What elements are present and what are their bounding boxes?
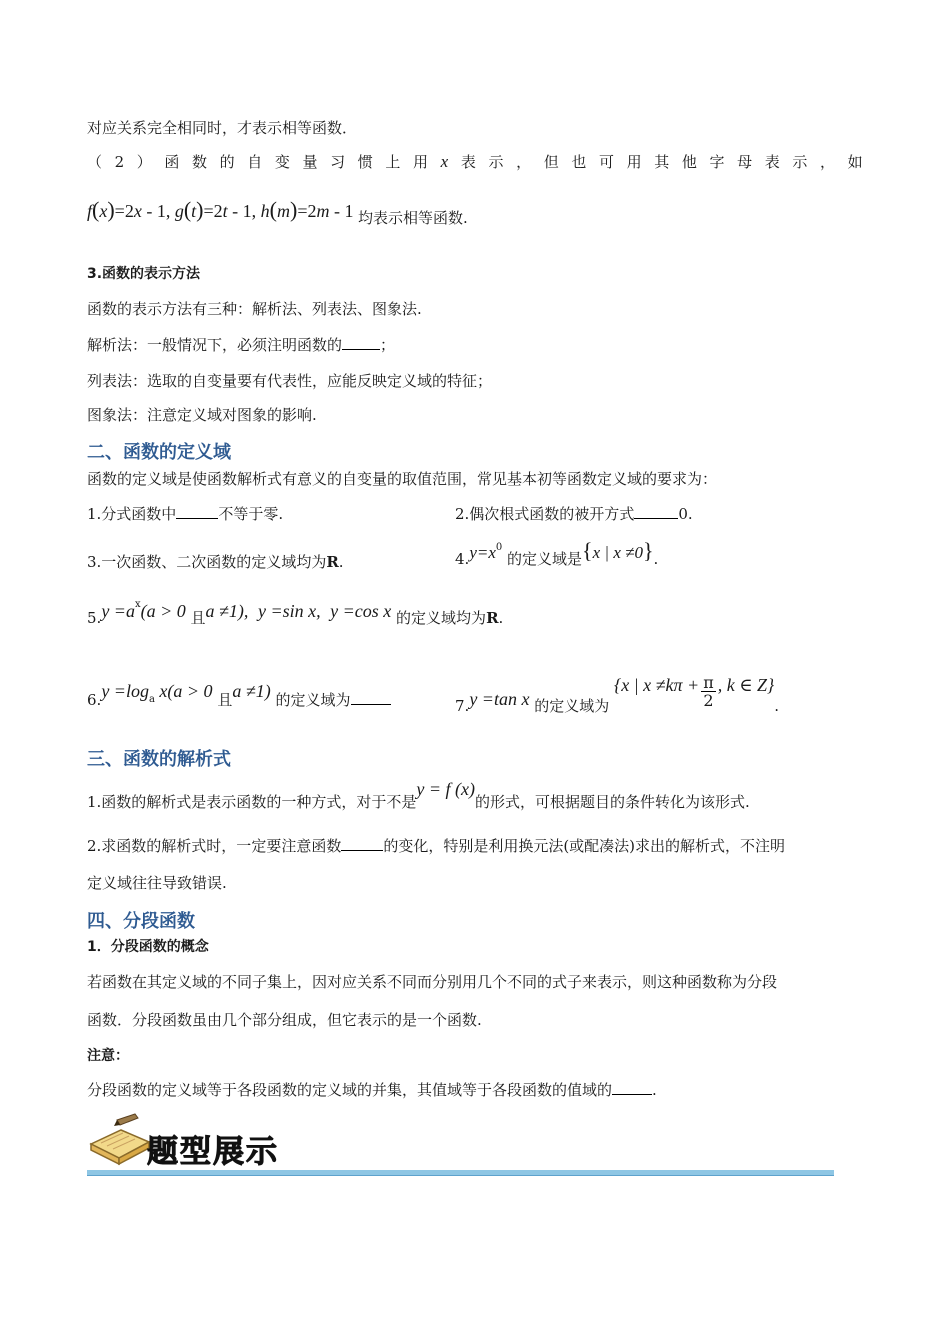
justified-char: 的	[219, 153, 235, 171]
justified-char: 上	[385, 153, 401, 171]
graph-method: 图象法：注意定义域对图象的影响.	[87, 406, 317, 424]
analytic-item-2-cont: 定义域往往导致错误.	[87, 874, 227, 892]
domain-item-7: 7.y =tan x 的定义域为 {x | x ≠kπ + $\frac{\pi}{2}$ , k ∈ Z}.	[455, 672, 780, 715]
paragraph-variable-letters	[87, 152, 863, 172]
justified-char: 字	[709, 153, 725, 171]
justified-char: 用	[413, 153, 429, 171]
justified-char: 数	[192, 153, 208, 171]
justified-char: 自	[247, 153, 263, 171]
banner-underline	[87, 1170, 834, 1176]
analytic-item-1: 1.函数的解析式是表示函数的一种方式，对于不是y = f (x)的形式，可根据题目的条件转化为该形式.	[87, 779, 750, 811]
justified-char: x	[440, 152, 449, 171]
equal-functions-example	[87, 197, 468, 227]
justified-char: （	[87, 153, 103, 171]
justified-char: ）	[136, 153, 152, 171]
piecewise-definition: 若函数在其定义域的不同子集上，因对应关系不同而分别用几个不同的式子来表示，则这种函数称为分段	[87, 973, 778, 991]
justified-char: 变	[274, 153, 290, 171]
question-types-banner	[87, 1112, 835, 1178]
section-3-title: 3.函数的表示方法	[87, 266, 201, 282]
piecewise-concept-title: 1．分段函数的概念	[87, 939, 209, 955]
domain-item-5: $5.y =a^x(a > 0$ 且a ≠1), y =sin x, y =cos x 的定义域均为R.	[87, 599, 504, 627]
domain-item-1: 1.分式函数中 不等于零.	[87, 505, 284, 523]
fill-blank	[342, 335, 380, 350]
justified-char: 母	[737, 153, 753, 171]
fill-blank	[634, 504, 678, 519]
justified-char: 也	[571, 153, 587, 171]
domain-intro: 函数的定义域是使函数解析式有意义的自变量的取值范围，常见基本初等函数定义域的要求为：	[87, 470, 718, 488]
justified-char: 示	[792, 153, 808, 171]
justified-char: ，	[819, 153, 835, 171]
equal-functions-text: 均表示相等函数.	[357, 209, 468, 227]
domain-item-3: 3.一次函数、二次函数的定义域均为R.	[87, 553, 344, 571]
justified-char: 他	[681, 153, 697, 171]
justified-char: 惯	[357, 153, 373, 171]
justified-char: 表	[460, 153, 476, 171]
justified-char: ，	[516, 153, 532, 171]
fill-blank	[341, 836, 383, 851]
domain-item-6: $6.y =\log^a$ x(a > 0 且a ≠1) 的定义域为	[87, 682, 391, 720]
table-method: 列表法：选取的自变量要有代表性，应能反映定义域的特征；	[87, 372, 493, 390]
justified-char: 其	[654, 153, 670, 171]
heading-analytic: 三、函数的解析式	[87, 749, 231, 770]
justified-char: 但	[543, 153, 559, 171]
fill-blank	[612, 1080, 652, 1095]
justified-char: 2	[114, 153, 125, 171]
piecewise-definition-cont: 函数．分段函数虽由几个部分组成，但它表示的是一个函数.	[87, 1011, 482, 1029]
justified-char: 函	[164, 153, 180, 171]
banner-title: 题型展示	[147, 1134, 279, 1170]
paragraph-equal-functions-end: 对应关系完全相同时，才表示相等函数．	[87, 119, 358, 137]
representation-methods: 函数的表示方法有三种：解析法、列表法、图象法.	[87, 300, 422, 318]
heading-domain: 二、函数的定义域	[87, 442, 231, 463]
justified-char: 表	[764, 153, 780, 171]
note-label: 注意：	[87, 1048, 129, 1064]
domain-item-2: 2.偶次根式函数的被开方式 0.	[455, 505, 693, 523]
fill-blank	[176, 504, 218, 519]
example-formula: f(x)=2x - 1, g(t)=2t - 1, h(m)=2m - 1	[87, 197, 354, 222]
justified-char: 示	[488, 153, 504, 171]
justified-char: 可	[598, 153, 614, 171]
note-text: 分段函数的定义域等于各段函数的定义域的并集，其值域等于各段函数的值域的 .	[87, 1081, 657, 1099]
heading-piecewise: 四、分段函数	[87, 911, 195, 932]
analytic-method: 解析法：一般情况下，必须注明函数的 ；	[87, 336, 396, 354]
justified-char: 如	[847, 153, 863, 171]
analytic-item-2: 2.求函数的解析式时，一定要注意函数 的变化，特别是利用换元法(或配凑法)求出的解析式，不注明	[87, 837, 786, 855]
justified-char: 量	[302, 153, 318, 171]
fill-blank	[351, 690, 391, 705]
justified-char: 用	[626, 153, 642, 171]
domain-item-4: $4.y=x^0$ 的定义域是{x | x ≠0}.	[455, 538, 659, 568]
justified-char: 习	[330, 153, 346, 171]
